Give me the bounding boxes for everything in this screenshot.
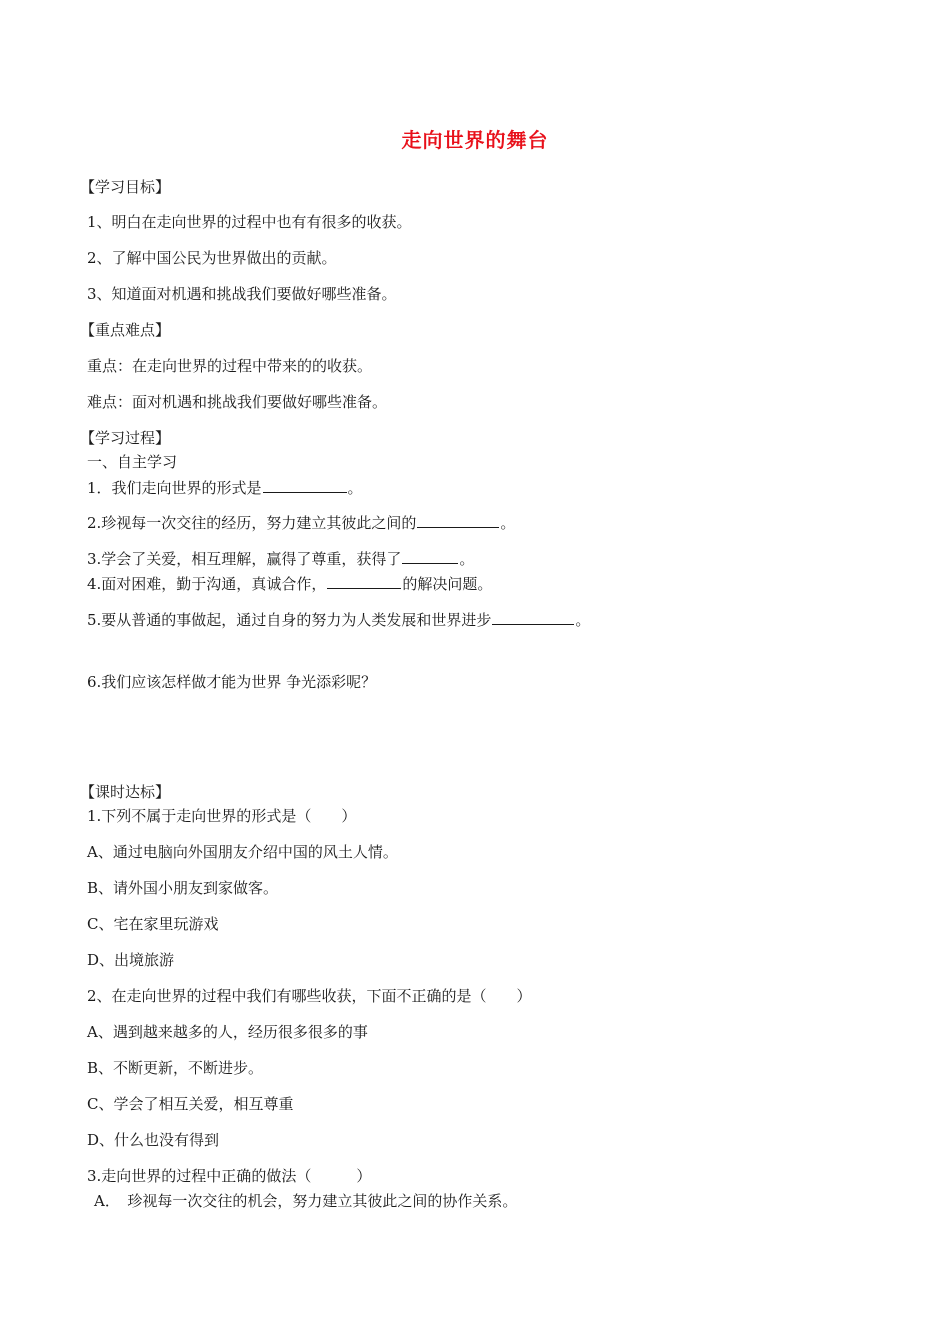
exercise-q2-option-b: B、不断更新，不断进步。 [87, 1059, 264, 1077]
exercise-q1-option-b: B、请外国小朋友到家做客。 [87, 879, 279, 897]
fill-question-2 [87, 513, 515, 533]
answer-blank-5[interactable] [492, 610, 574, 625]
fill-question-5 [87, 610, 590, 630]
exercise-q1-option-c: C、宅在家里玩游戏 [87, 915, 219, 933]
fill-question-5-text: 5.要从普通的事做起，通过自身的努力为人类发展和世界进步 [87, 611, 492, 629]
exercise-q3-stem: 3.走向世界的过程中正确的做法（ ） [87, 1167, 372, 1185]
fill-question-1-end: 。 [347, 479, 363, 497]
open-question-6: 6.我们应该怎样做才能为世界 争光添彩呢？ [87, 673, 377, 691]
answer-blank-4[interactable] [327, 574, 401, 589]
fill-question-2-text: 2.珍视每一次交往的经历，努力建立其彼此之间的 [87, 514, 417, 532]
goal-item-2: 2、了解中国公民为世界做出的贡献。 [87, 249, 337, 267]
fill-question-1-text: 1．我们走向世界的形式是 [87, 479, 262, 497]
exercise-q1-option-a: A、通过电脑向外国朋友介绍中国的风土人情。 [87, 843, 398, 861]
self-study-heading: 一、自主学习 [87, 453, 178, 471]
goal-item-3: 3、知道面对机遇和挑战我们要做好哪些准备。 [87, 285, 397, 303]
exercise-q2-option-d: D、什么也没有得到 [87, 1131, 220, 1149]
fill-question-3-text: 3.学会了关爱，相互理解，赢得了尊重，获得了 [87, 550, 402, 568]
exercise-q2-option-c: C、学会了相互关爱，相互尊重 [87, 1095, 294, 1113]
difficult-point: 难点：面对机遇和挑战我们要做好哪些准备。 [87, 393, 388, 411]
goal-item-1: 1、明白在走向世界的过程中也有有很多的收获。 [87, 213, 412, 231]
answer-blank-3[interactable] [402, 549, 458, 564]
exercise-q1-option-d: D、出境旅游 [87, 951, 175, 969]
fill-question-5-end: 。 [575, 611, 591, 629]
process-heading: 【学习过程】 [80, 429, 171, 447]
answer-blank-2[interactable] [417, 513, 499, 528]
exercise-q3-option-a: A． 珍视每一次交往的机会，努力建立其彼此之间的协作关系。 [94, 1192, 518, 1210]
key-point: 重点：在走向世界的过程中带来的的收获。 [87, 357, 373, 375]
document-title: 走向世界的舞台 [401, 128, 549, 152]
answer-blank-1[interactable] [263, 478, 347, 493]
fill-question-2-end: 。 [500, 514, 516, 532]
fill-question-4 [87, 574, 492, 594]
exercise-heading: 【课时达标】 [80, 783, 171, 801]
fill-question-4-text: 4.面对困难，勤于沟通，真诚合作， [87, 575, 327, 593]
fill-question-1 [87, 478, 363, 498]
exercise-q2-option-a: A、遇到越来越多的人，经历很多很多的事 [87, 1023, 368, 1041]
goals-heading: 【学习目标】 [80, 178, 171, 196]
exercise-q1-stem: 1.下列不属于走向世界的形式是（ ） [87, 807, 357, 825]
fill-question-3-end: 。 [459, 550, 475, 568]
fill-question-3 [87, 549, 474, 569]
fill-question-4-end: 的解决问题。 [402, 575, 493, 593]
exercise-q2-stem: 2、在走向世界的过程中我们有哪些收获，下面不正确的是（ ） [87, 987, 532, 1005]
key-points-heading: 【重点难点】 [80, 321, 171, 339]
